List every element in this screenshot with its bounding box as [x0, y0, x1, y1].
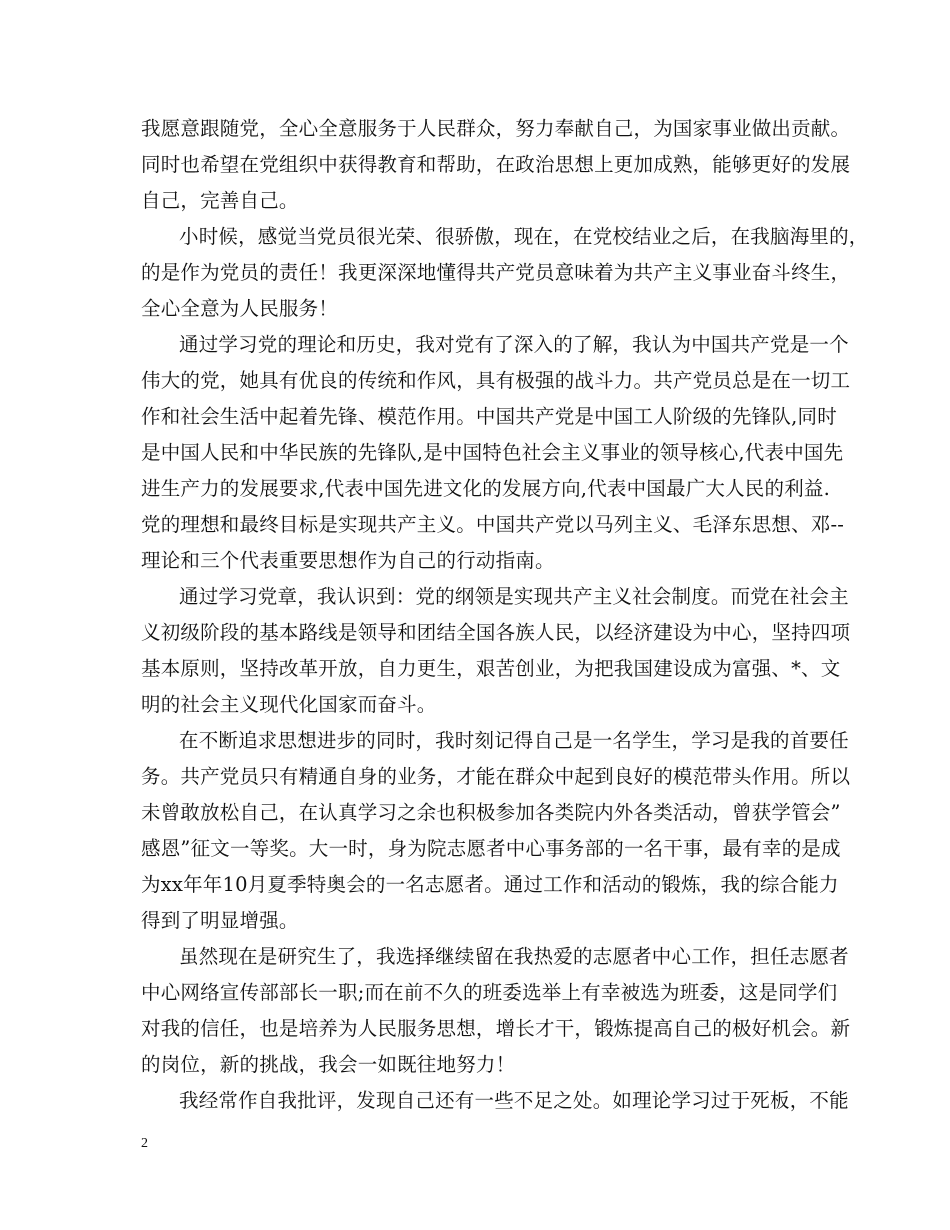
text-line: 未曾敢放松自己，在认真学习之余也积极参加各类院内外各类活动，曾获学管会” [141, 801, 841, 824]
text-line: 通过学习党章，我认识到：党的纲领是实现共产主义社会制度。而党在社会主 [179, 585, 849, 608]
text-line: 小时候，感觉当党员很光荣、很骄傲，现在，在党校结业之后，在我脑海里的， [179, 225, 869, 248]
page-number: 2 [141, 1136, 148, 1151]
text-line: 全心全意为人民服务！ [141, 297, 339, 320]
text-line: 基本原则，坚持改革开放，自力更生，艰苦创业，为把我国建设成为富强、*、文 [141, 657, 841, 680]
text-line: 对我的信任，也是培养为人民服务思想，增长才干，锻炼提高自己的极好机会。新 [141, 1017, 851, 1040]
text-line: 理论和三个代表重要思想作为自己的行动指南。 [141, 549, 555, 572]
text-line: 义初级阶段的基本路线是领导和团结全国各族人民，以经济建设为中心，坚持四项 [141, 621, 851, 644]
text-line: 得到了明显增强。 [141, 909, 299, 932]
text-line: 通过学习党的理论和历史，我对党有了深入的了解，我认为中国共产党是一个 [179, 333, 849, 356]
text-line: 的岗位，新的挑战，我会一如既往地努力！ [141, 1053, 516, 1076]
text-line: 进生产力的发展要求,代表中国先进文化的发展方向,代表中国最广大人民的利益. [141, 477, 830, 500]
text-line: 明的社会主义现代化国家而奋斗。 [141, 693, 437, 716]
text-line: 在不断追求思想进步的同时，我时刻记得自己是一名学生，学习是我的首要任 [179, 729, 849, 752]
text-line: 伟大的党，她具有优良的传统和作风，具有极强的战斗力。共产党员总是在一切工 [141, 369, 851, 392]
text-line: 我经常作自我批评，发现自己还有一些不足之处。如理论学习过于死板，不能 [179, 1089, 849, 1112]
text-line: 同时也希望在党组织中获得教育和帮助，在政治思想上更加成熟，能够更好的发展 [141, 153, 851, 176]
text-line: 的是作为党员的责任！我更深深地懂得共产党员意味着为共产主义事业奋斗终生， [141, 261, 851, 284]
text-line: 自己，完善自己。 [141, 189, 299, 212]
text-line: 感恩”征文一等奖。大一时，身为院志愿者中心事务部的一名干事，最有幸的是成 [141, 837, 841, 860]
text-line: 为xx年年10月夏季特奥会的一名志愿者。通过工作和活动的锻炼，我的综合能力 [141, 873, 839, 896]
text-line: 我愿意跟随党，全心全意服务于人民群众，努力奉献自己，为国家事业做出贡献。 [141, 117, 851, 140]
text-line: 虽然现在是研究生了，我选择继续留在我热爱的志愿者中心工作，担任志愿者 [179, 945, 849, 968]
text-line: 是中国人民和中华民族的先锋队,是中国特色社会主义事业的领导核心,代表中国先 [141, 441, 844, 464]
text-line: 作和社会生活中起着先锋、模范作用。中国共产党是中国工人阶级的先锋队,同时 [141, 405, 837, 428]
text-line: 中心网络宣传部部长一职;而在前不久的班委选举上有幸被选为班委，这是同学们 [141, 981, 838, 1004]
text-line: 务。共产党员只有精通自身的业务，才能在群众中起到良好的模范带头作用。所以 [141, 765, 851, 788]
text-line: 党的理想和最终目标是实现共产主义。中国共产党以马列主义、毛泽东思想、邓-- [141, 513, 845, 536]
